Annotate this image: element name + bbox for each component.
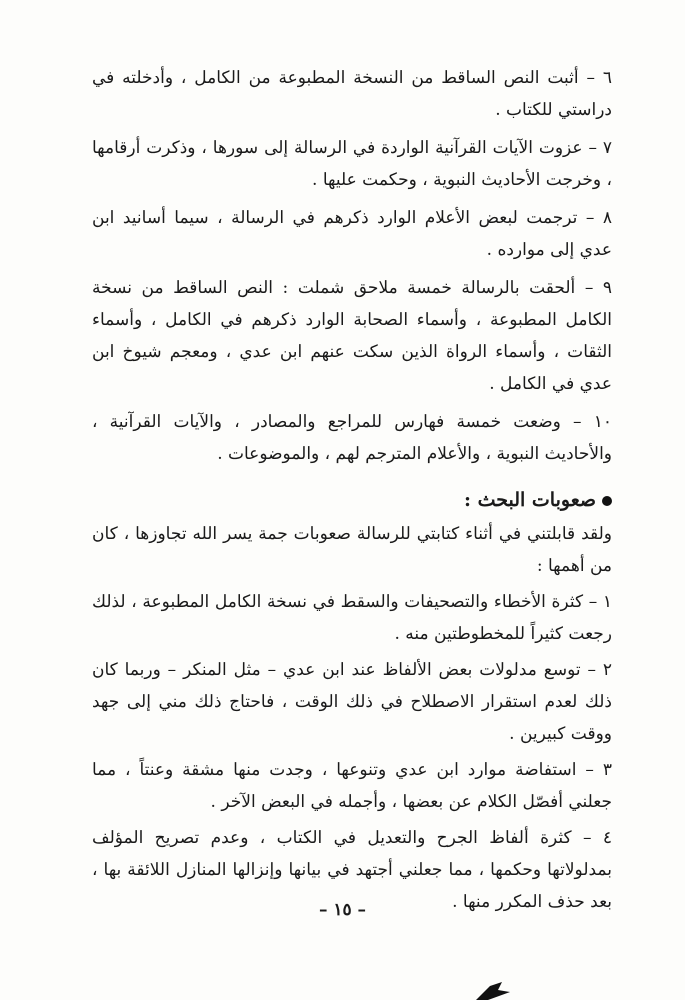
difficulty-item-1: ١ – كثرة الأخطاء والتصحيفات والسقط في نسخة الكامل المطبوعة ، لذلك رجعت كثيراً للمخطوطتين منه . (92, 592, 612, 644)
bullet-dot-icon (602, 496, 612, 506)
difficulty-item-4: ٤ – كثرة ألفاظ الجرح والتعديل في الكتاب ، وعدم تصريح المؤلف بمدلولاتها وحكمها ، مما جعلني أجتهد في بيانها وإنزالها المنازل اللائقة بها ، بعد حذف المكرر منها . (92, 828, 612, 912)
list-item-7: ٧ – عزوت الآيات القرآنية الواردة في الرسالة إلى سورها ، وذكرت أرقامها ، وخرجت الأحاديث النبوية ، وحكمت عليها . (92, 138, 612, 190)
methodology-list (92, 62, 612, 470)
difficulties-list (92, 518, 612, 918)
scan-artifact-mark (470, 978, 530, 1000)
section-heading (92, 484, 612, 516)
list-item-10: ١٠ – وضعت خمسة فهارس للمراجع والمصادر ، والآيات القرآنية ، والأحاديث النبوية ، والأعلام المترجم لهم ، والموضوعات . (92, 412, 612, 464)
list-item-9: ٩ – ألحقت بالرسالة خمسة ملاحق شملت : النص الساقط من نسخة الكامل المطبوعة ، وأسماء الصحابة الوارد ذكرهم في الكامل ، وأسماء الثقات ، وأسماء الرواة الذين سكت عنهم ابن عدي ، ومعجم شيوخ ابن عدي في الكامل . (92, 278, 612, 394)
list-item-8: ٨ – ترجمت لبعض الأعلام الوارد ذكرهم في الرسالة ، سيما أسانيد ابن عدي إلى موارده . (92, 208, 612, 260)
list-item-6: ٦ – أثبت النص الساقط من النسخة المطبوعة من الكامل ، وأدخلته في دراستي للكتاب . (92, 68, 612, 120)
section-heading-text: صعوبات البحث : (463, 489, 596, 511)
difficulties-intro: ولقد قابلتني في أثناء كتابتي للرسالة صعوبات جمة يسر الله تجاوزها ، كان من أهمها : (92, 524, 612, 576)
page-number: – ١٥ – (318, 900, 367, 920)
difficulty-item-3: ٣ – استفاضة موارد ابن عدي وتنوعها ، وجدت منها مشقة وعنتاً ، مما جعلني أفصّل الكلام عن بعضها ، وأجمله في البعض الآخر . (92, 760, 612, 812)
difficulty-item-2: ٢ – توسع مدلولات بعض الألفاظ عند ابن عدي – مثل المنكر – وربما كان ذلك لعدم استقرار الاصطلاح في ذلك الوقت ، فاحتاج ذلك مني إلى جهد ووقت كبيرين . (92, 660, 612, 744)
